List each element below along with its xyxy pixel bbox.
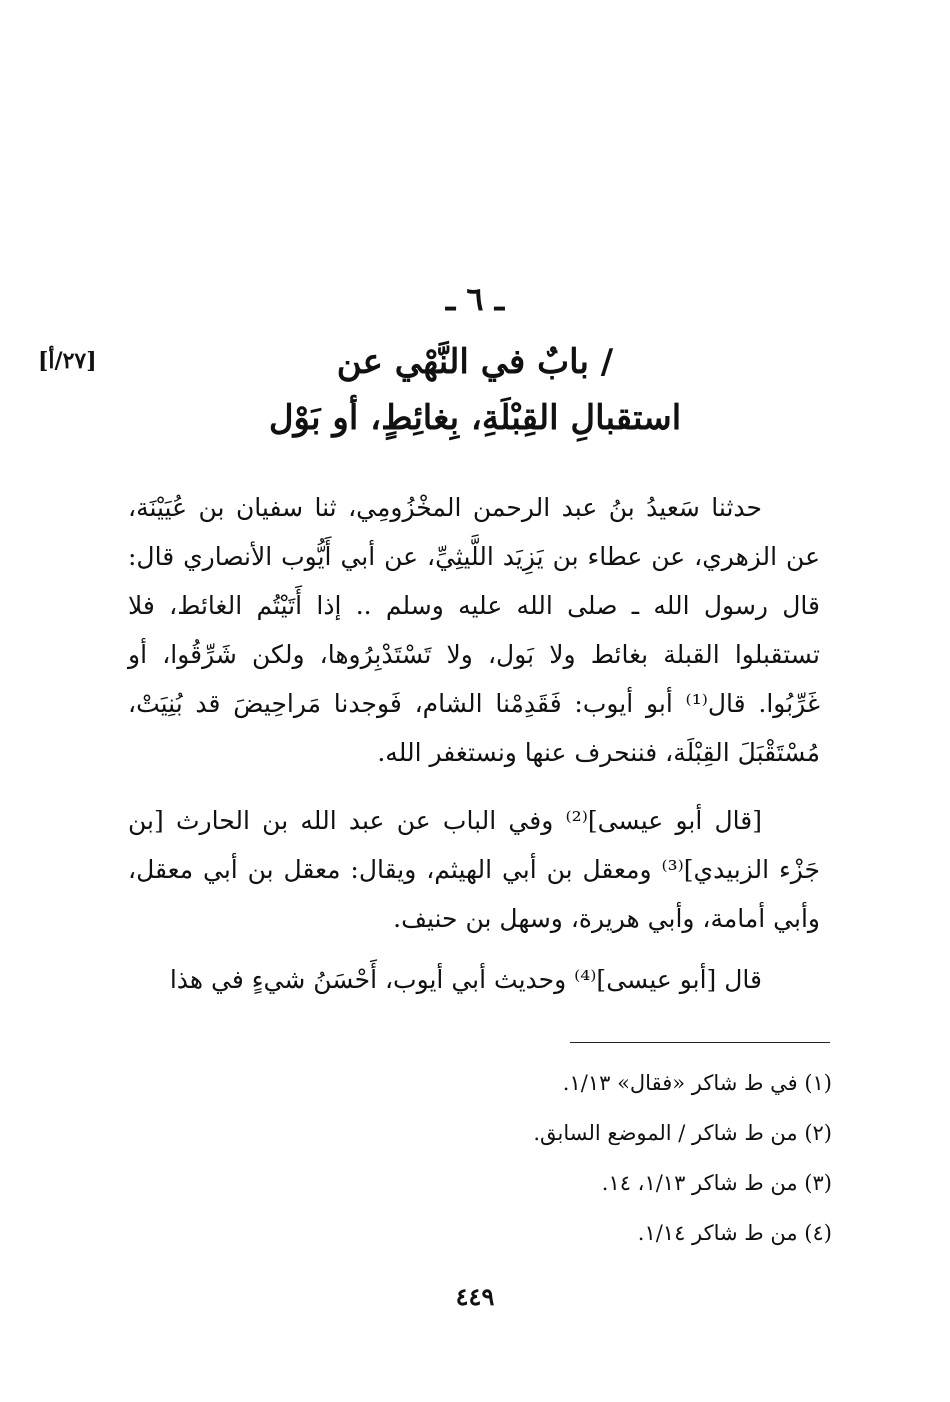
footnote-divider [570, 1042, 830, 1043]
hadith-paragraph [128, 483, 820, 777]
footnote-3: (٣) من ط شاكر ١/١٣، ١٤. [601, 1171, 832, 1195]
paragraph-text: [قال أبو عيسى]⁽²⁾ وفي الباب عن عبد الله بن الحارث [بن جَزْء الزبيدي]⁽³⁾ ومعقل بن أبي الهيثم، ويقال: معقل بن أبي معقل، وأبي أمامة، وأبي هريرة، وسهل بن حنيف. [128, 806, 820, 933]
paragraph-text: حدثنا سَعيدُ بنُ عبد الرحمن المخْزُومِي، ثنا سفيان بن عُيَيْنَة، عن الزهري، عن عطاء بن يَزِيَد اللَّيثِيِّ، عن أبي أَيُّوب الأنصاري قال: قال رسول الله ـ صلى الله عليه وسلم .. إذا أَتَيْتُم الغائط، فلا تستقبلوا القبلة بغائط ولا بَول، ولا تَسْتَدْبِرُوها، ولكن شَرِّقُوا، أو غَرِّبُوا. قال⁽¹⁾ أبو أيوب: فَقَدِمْنا الشام، فَوجدنا مَراحِيضَ قد بُنِيَتْ، مُسْتَقْبَلَ القِبْلَة، فننحرف عنها ونستغفر الله. [128, 493, 821, 767]
page-number: ٤٤٩ [455, 1282, 495, 1311]
chapter-title [100, 334, 850, 446]
chapter-number: ـ ٦ ـ [445, 280, 505, 318]
paragraph-text: قال [أبو عيسى]⁽⁴⁾ وحديث أبي أيوب، أَحْسَنُ شيءٍ في هذا [169, 965, 762, 994]
chapter-title-line-2: استقبالِ القِبْلَةِ، بِغائِطٍ، أو بَوْل [268, 398, 682, 438]
commentary-paragraph [128, 796, 820, 943]
footnote-1: (١) في ط شاكر «فقال» ١/١٣. [562, 1071, 832, 1095]
chapter-title-line-1: / بابٌ في النَّهْي عن [336, 342, 614, 382]
commentary-paragraph-continued [128, 955, 820, 1004]
manuscript-margin-reference: [٢٧/أ] [38, 348, 97, 374]
footnotes [128, 1058, 832, 1258]
footnote-4: (٤) من ط شاكر ١/١٤. [637, 1221, 832, 1245]
footnote-2: (٢) من ط شاكر / الموضع السابق. [533, 1121, 832, 1145]
